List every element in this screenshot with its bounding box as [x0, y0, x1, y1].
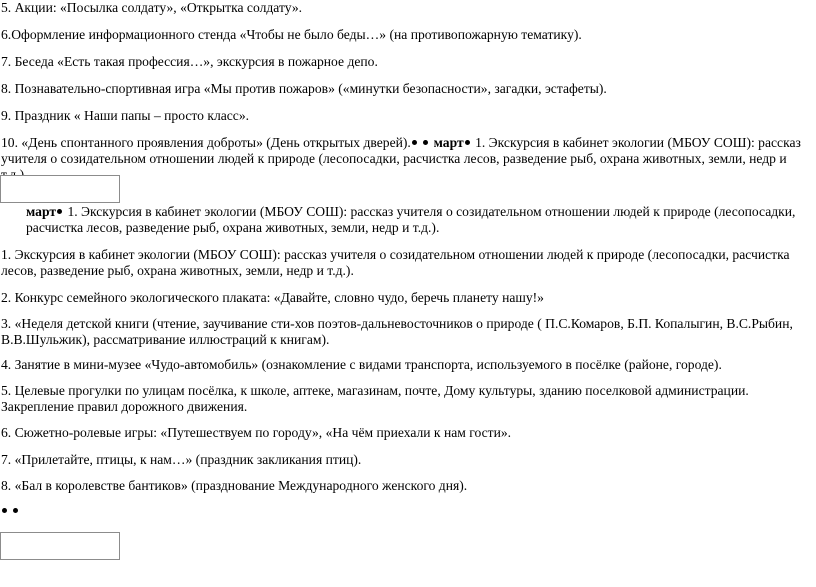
item-5: 5. Акции: «Посылка солдату», «Открытка солдату». [1, 0, 303, 15]
bullet-icon [423, 140, 428, 145]
empty-text-box[interactable] [0, 175, 120, 203]
excursion-text: 1. Экскурсия в кабинет экологии (МБОУ СОШ): рассказ учителя о созидательном отношении людей к природе (лесопосадки, расчистка лесов, разведение рыб, охрана животных, земли, недр и т.д.). [26, 204, 796, 235]
march-item-5: 5. Целевые прогулки по улицам посёлка, к школе, аптеке, магазинам, почте, Дому культуры, зданию поселковой администрации. Закрепление правил дорожного движения. [1, 383, 749, 414]
march-item-4: 4. Занятие в мини-музее «Чудо-автомобиль» (ознакомление с видами транспорта, используемого в посёлке (районе, городе). [1, 357, 722, 372]
march-item-6: 6. Сюжетно-ролевые игры: «Путешествуем по городу», «На чём приехали к нам гости». [1, 425, 512, 440]
item-6: 6.Оформление информационного стенда «Чтобы не было беды…» (на противопожарную тематику). [1, 27, 582, 42]
march-item-8: 8. «Бал в королевстве бантиков» (празднование Международного женского дня). [1, 478, 468, 493]
bullet-icon [13, 508, 18, 513]
item-9: 9. Праздник « Наши папы – просто класс». [1, 108, 250, 123]
item-8: 8. Познавательно-спортивная игра «Мы против пожаров» («минутки безопасности», загадки, эстафеты). [1, 81, 607, 96]
bullet-icon [465, 140, 470, 145]
bullet-icon [57, 209, 62, 214]
item-7: 7. Беседа «Есть такая профессия…», экскурсия в пожарное депо. [1, 54, 378, 69]
march-item-3: 3. «Неделя детской книги (чтение, заучивание сти-хов поэтов-дальневосточников о природе ( П.С.Комаров, Б.П. Копалыгин, В.С.Рыбин, В.В.Шульжик), рассматривание иллюстраций к книгам). [1, 316, 793, 347]
bullet-icon [412, 140, 417, 145]
excursion-text: 1. Экскурсия в кабинет экологии (МБОУ СОШ): рассказ учителя о созидательном отношении людей к природе (лесопосадки, расчистка лесов, разведение рыб, охрана животных, земли, недр и [1, 135, 801, 166]
march-excursion-paragraph [1, 204, 813, 236]
month-label: март [433, 135, 464, 150]
item-10: 10. «День спонтанного проявления доброты» (День открытых дверей). [1, 135, 411, 150]
march-item-2: 2. Конкурс семейного экологического плаката: «Давайте, словно чудо, беречь планету нашу!» [1, 290, 544, 305]
march-item-7: 7. «Прилетайте, птицы, к нам…» (праздник закликания птиц). [1, 452, 362, 467]
item-10-paragraph [1, 135, 813, 183]
empty-text-box[interactable] [0, 532, 120, 560]
bullet-row [1, 503, 813, 519]
march-item-1: 1. Экскурсия в кабинет экологии (МБОУ СОШ): рассказ учителя о созидательном отношении людей к природе (лесопосадки, расчистка лесов, разведение рыб, охрана животных, земли, недр и т.д.). [1, 247, 790, 278]
month-label: март [26, 204, 57, 219]
bullet-icon [2, 508, 7, 513]
